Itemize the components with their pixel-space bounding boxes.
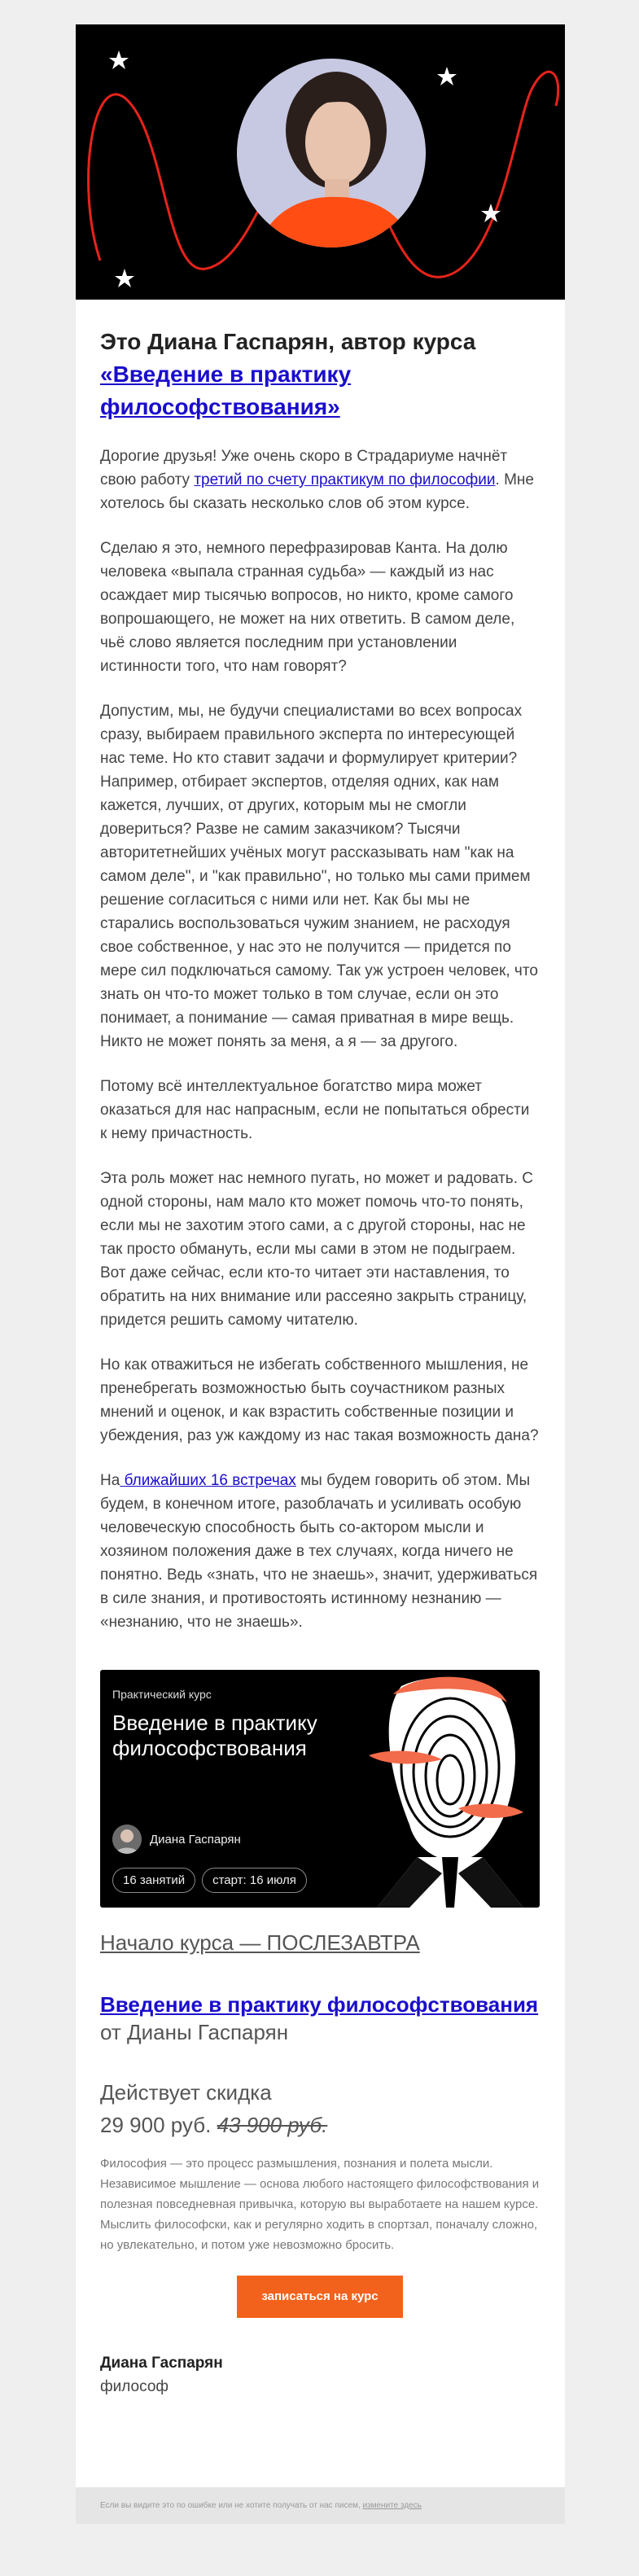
email-content bbox=[100, 300, 540, 2399]
unsubscribe-link[interactable]: измените здесь bbox=[362, 2501, 422, 2510]
signature-name: Диана Гаспарян bbox=[100, 2355, 223, 2372]
hero-banner bbox=[76, 24, 565, 300]
paragraph-courage: Но как отважиться не избегать собственного мышления, не пренебрегать возможностью быть соучастником разных мнений и оценок, и как взрастить собственные позиции и убеждения, раз уж каждому из нас такая возможность дана? bbox=[100, 1356, 539, 1444]
practicum-link[interactable]: третий по счету практикум по философии bbox=[194, 471, 496, 488]
paragraph-text: На bbox=[100, 1472, 120, 1489]
price-old: 43 900 руб. bbox=[217, 2113, 328, 2137]
paragraph-text: Дорогие друзья! Уже очень скоро в Страдариуме начнёт свою работу bbox=[100, 448, 508, 488]
avatar-icon bbox=[112, 1825, 142, 1854]
philosopher-face-icon bbox=[361, 1670, 540, 1908]
banner-course-title: Введение в практику философствования bbox=[112, 1711, 317, 1760]
signature-role: философ bbox=[100, 2378, 169, 2395]
price-new: 29 900 руб. bbox=[100, 2113, 212, 2137]
paragraph-intro bbox=[100, 445, 540, 515]
hero-illustration bbox=[76, 24, 565, 300]
discount-label: Действует скидка bbox=[100, 2080, 272, 2105]
paragraph-text: . Мне хотелось бы сказать несколько слов об этом курсе. bbox=[100, 471, 534, 512]
paragraph-role: Эта роль может нас немного пугать, но может и радовать. С одной стороны, нам мало кто может помочь что-то понять, если мы не захотим этого сами, а с другой стороны, нас не так просто обмануть, если мы сами в этом не подыграем. Вот даже сейчас, если кто-то читает эти наставления, то обратить на них внимание или рассеяно закрыть страницу, придется решить самому читателю. bbox=[100, 1170, 533, 1329]
title-course-link[interactable]: «Введение в практику философствования» bbox=[100, 361, 352, 419]
banner-author-name: Диана Гаспарян bbox=[150, 1832, 241, 1847]
cta-wrapper bbox=[100, 2276, 540, 2318]
meetings-link[interactable]: ближайших 16 встречах bbox=[120, 1472, 296, 1489]
banner-label: Практический курс bbox=[112, 1688, 212, 1701]
start-date-badge: старт: 16 июля bbox=[202, 1868, 307, 1893]
banner-author bbox=[112, 1823, 241, 1855]
star-icon bbox=[437, 67, 457, 85]
price-row bbox=[100, 2111, 540, 2139]
email-card bbox=[76, 24, 565, 2524]
course-author: от Дианы Гаспарян bbox=[100, 2020, 289, 2044]
paragraph-experts: Допустим, мы, не будучи специалистами во всех вопросах сразу, выбираем правильного эксперта по интересующей нас теме. Но кто ставит задачи и формулирует критерии? Например, отбирает экспертов, отделяя одних, как нам кажется, лучших, от других, которым мы не смогли довериться? Разве не самим заказчиком? Тысячи авторитетнейших учёных могут рассказывать нам "как на самом деле", и "как правильно", но только мы сами примем решение согласиться с ними или нет. Как бы мы не старались воспользоваться чужим знанием, не расходуя свое собственное, у нас это не получится — придется по мере сил подключаться самому. Так уж устроен человек, что знать он что-то может только в том случае, если он это понимает, а понимание — самая приватная в мире вещь. Никто не может понять за меня, а я — за другого. bbox=[100, 703, 538, 1050]
course-description: Философия — это процесс размышления, познания и полета мысли. Независимое мышление — основа любого настоящего философствования и полезная повседневная привычка, которую вы выработаете на нашем курсе. Мыслить философски, как и регулярно ходить в спортзал, поначалу сложно, но увлекательно, и потом уже невозможно бросить. bbox=[100, 2157, 540, 2252]
footer-text: Если вы видите это по ошибке или не хотите получать от нас писем, bbox=[100, 2501, 363, 2510]
paragraph-kant: Сделаю я это, немного перефразировав Канта. На долю человека «выпала странная судьба» — каждый из нас осаждает мир тысячью вопросов, но никто, кроме самого вопрошающего, не может на них ответить. В самом деле, чьё слово является последним при установлении истинности того, что нам говорят? bbox=[100, 540, 515, 675]
course-title-link[interactable]: Введение в практику философствования bbox=[100, 1992, 539, 2017]
banner-pills bbox=[112, 1868, 307, 1893]
course-start-notice: Начало курса — ПОСЛЕЗАВТРА bbox=[100, 1930, 420, 1955]
title-prefix: Это Диана Гаспарян, автор курса bbox=[100, 329, 476, 354]
lessons-badge: 16 занятий bbox=[112, 1868, 195, 1893]
enroll-button[interactable]: записаться на курс bbox=[237, 2276, 403, 2318]
paragraph-meetings bbox=[100, 1469, 540, 1634]
avatar bbox=[112, 1825, 142, 1854]
email-footer bbox=[76, 2487, 565, 2524]
star-icon bbox=[115, 269, 134, 287]
star-icon bbox=[109, 50, 129, 69]
course-banner[interactable] bbox=[100, 1670, 540, 1908]
page-title bbox=[100, 326, 540, 423]
author-portrait-icon bbox=[237, 59, 426, 261]
paragraph-text: мы будем говорить об этом. Мы будем, в конечном итоге, разоблачать и усиливать особую человеческую способность быть со-актором мысли и хозяином положения даже в тех случаях, когда ничего не понятно. Ведь «знать, что не знаешь», значит, удерживаться в силе знания, и противостоять истинному незнанию — «незнанию, что не знаешь». bbox=[100, 1472, 538, 1631]
paragraph-wealth: Потому всё интеллектуальное богатство мира может оказаться для нас напрасным, если не попытаться обрести к нему причастность. bbox=[100, 1078, 530, 1142]
